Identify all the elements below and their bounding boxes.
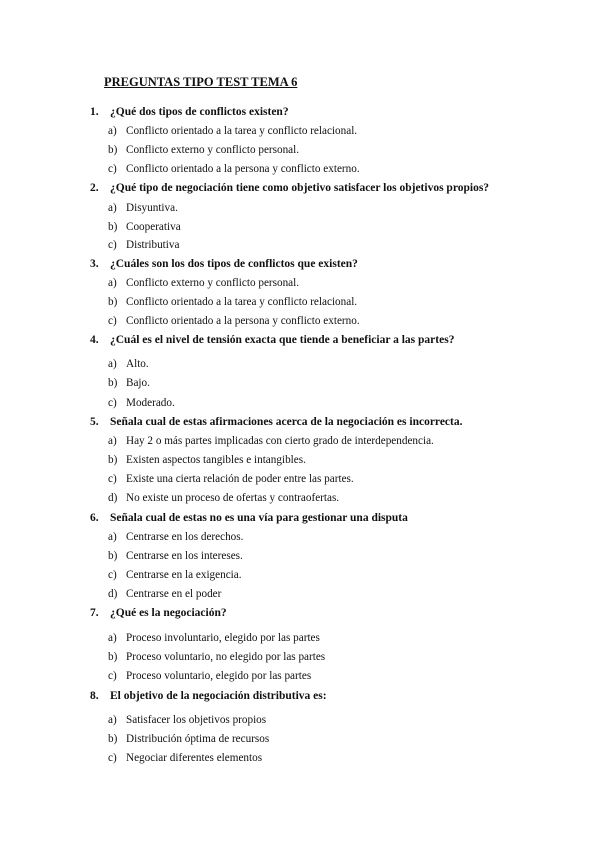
question-2 [90, 182, 489, 194]
question-number: 5. [90, 416, 99, 428]
question-3-option-b [108, 296, 357, 308]
option-text: Centrarse en los derechos. [126, 531, 244, 543]
question-6-option-b [108, 550, 243, 562]
option-letter: a) [108, 714, 117, 726]
question-1-option-c [108, 163, 360, 175]
question-number: 7. [90, 607, 99, 619]
option-letter: b) [108, 144, 118, 156]
option-text: Conflicto orientado a la tarea y conflicto relacional. [126, 125, 358, 137]
option-text: Conflicto orientado a la persona y conflicto externo. [126, 163, 360, 175]
question-6-option-a [108, 531, 243, 543]
option-text: Hay 2 o más partes implicadas con cierto grado de interdependencia. [126, 435, 434, 447]
option-letter: b) [108, 651, 118, 663]
option-letter: b) [108, 454, 118, 466]
page-title: PREGUNTAS TIPO TEST TEMA 6 [104, 75, 298, 89]
option-letter: b) [108, 377, 118, 389]
option-text: Proceso voluntario, elegido por las partes [126, 670, 312, 682]
option-text: Cooperativa [126, 221, 181, 233]
question-3 [90, 258, 358, 270]
question-text: ¿Qué dos tipos de conflictos existen? [110, 106, 289, 118]
question-4 [90, 334, 454, 346]
option-text: Negociar diferentes elementos [126, 752, 263, 764]
question-text: ¿Cuáles son los dos tipos de conflictos que existen? [110, 258, 358, 270]
question-3-option-a [108, 277, 299, 289]
option-text: Disyuntiva. [126, 202, 178, 214]
option-letter: a) [108, 358, 117, 370]
option-letter: d) [108, 492, 118, 504]
question-5-option-d [108, 492, 339, 504]
question-7-option-c [108, 670, 311, 682]
question-8-option-b [108, 733, 269, 745]
question-3-option-c [108, 315, 360, 327]
option-letter: d) [108, 588, 118, 600]
question-5-option-c [108, 473, 354, 485]
question-7-option-b [108, 651, 325, 663]
option-text: Conflicto orientado a la persona y conflicto externo. [126, 315, 360, 327]
question-number: 3. [90, 258, 99, 270]
question-number: 1. [90, 106, 99, 118]
question-6 [90, 512, 408, 524]
option-letter: b) [108, 550, 118, 562]
question-1-option-b [108, 144, 299, 156]
question-text: ¿Qué es la negociación? [110, 607, 227, 619]
question-8-option-c [108, 752, 262, 764]
option-text: Centrarse en los intereses. [126, 550, 243, 562]
question-number: 6. [90, 512, 99, 524]
option-letter: c) [108, 569, 117, 581]
question-2-option-a [108, 202, 178, 214]
option-text: No existe un proceso de ofertas y contraofertas. [126, 492, 340, 504]
option-letter: a) [108, 277, 117, 289]
question-text: Señala cual de estas afirmaciones acerca de la negociación es incorrecta. [110, 416, 463, 428]
option-text: Bajo. [126, 377, 150, 389]
question-number: 2. [90, 182, 99, 194]
question-2-option-c [108, 239, 179, 251]
option-letter: a) [108, 531, 117, 543]
option-letter: c) [108, 239, 117, 251]
option-text: Existen aspectos tangibles e intangibles. [126, 454, 306, 466]
option-text: Proceso involuntario, elegido por las partes [126, 632, 320, 644]
question-6-option-c [108, 569, 242, 581]
option-text: Satisfacer los objetivos propios [126, 714, 267, 726]
option-letter: c) [108, 163, 117, 175]
option-text: Proceso voluntario, no elegido por las partes [126, 651, 326, 663]
option-letter: a) [108, 435, 117, 447]
question-4-option-c [108, 397, 175, 409]
question-8 [90, 690, 327, 702]
option-letter: c) [108, 752, 117, 764]
question-text: ¿Qué tipo de negociación tiene como objetivo satisfacer los objetivos propios? [110, 182, 490, 194]
question-4-option-a [108, 358, 149, 370]
option-letter: b) [108, 733, 118, 745]
option-text: Distributiva [126, 239, 180, 251]
question-8-option-a [108, 714, 266, 726]
question-1 [90, 106, 289, 118]
option-letter: a) [108, 202, 117, 214]
option-text: Alto. [126, 358, 149, 370]
option-letter: b) [108, 221, 118, 233]
question-7-option-a [108, 632, 320, 644]
option-letter: b) [108, 296, 118, 308]
option-text: Existe una cierta relación de poder entre las partes. [126, 473, 354, 485]
question-text: El objetivo de la negociación distributiva es: [110, 690, 327, 702]
question-number: 8. [90, 690, 99, 702]
question-7 [90, 607, 227, 619]
option-text: Conflicto orientado a la tarea y conflicto relacional. [126, 296, 358, 308]
option-letter: c) [108, 315, 117, 327]
question-4-option-b [108, 377, 150, 389]
option-letter: c) [108, 397, 117, 409]
option-text: Centrarse en la exigencia. [126, 569, 242, 581]
question-1-option-a [108, 125, 357, 137]
option-text: Conflicto externo y conflicto personal. [126, 277, 300, 289]
option-text: Centrarse en el poder [126, 588, 222, 600]
question-6-option-d [108, 588, 221, 600]
option-letter: c) [108, 473, 117, 485]
question-5-option-b [108, 454, 306, 466]
question-5-option-a [108, 435, 434, 447]
question-5 [90, 416, 463, 428]
question-2-option-b [108, 221, 181, 233]
option-text: Distribución óptima de recursos [126, 733, 270, 745]
option-letter: a) [108, 125, 117, 137]
option-letter: c) [108, 670, 117, 682]
question-number: 4. [90, 334, 99, 346]
option-letter: a) [108, 632, 117, 644]
option-text: Moderado. [126, 397, 175, 409]
question-text: Señala cual de estas no es una vía para gestionar una disputa [110, 512, 408, 524]
option-text: Conflicto externo y conflicto personal. [126, 144, 300, 156]
question-text: ¿Cuál es el nivel de tensión exacta que tiende a beneficiar a las partes? [110, 334, 455, 346]
